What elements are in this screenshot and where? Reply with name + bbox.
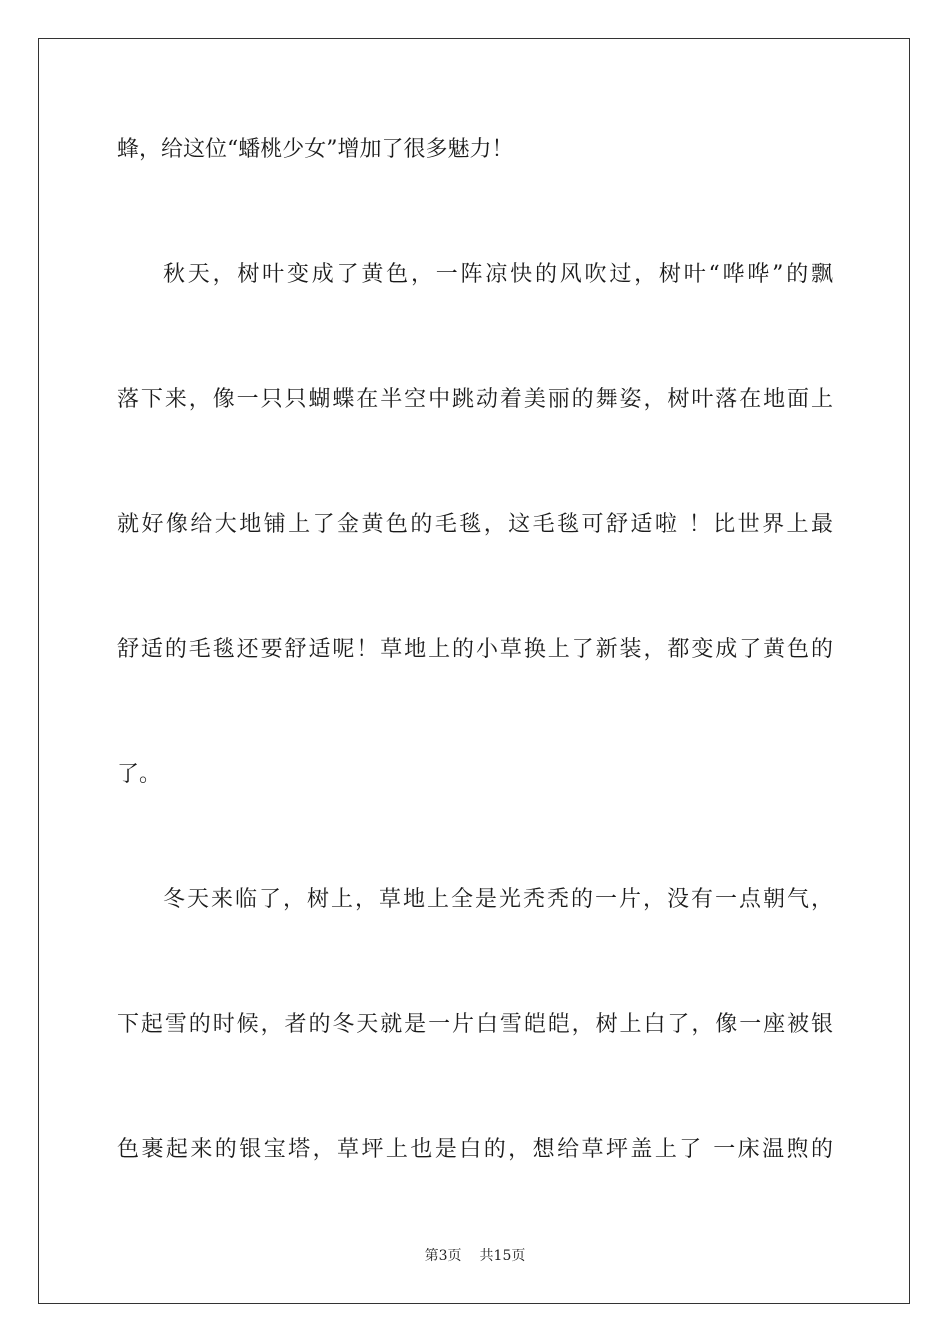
text-line: 就好像给大地铺上了金黄色的毛毯，这毛毯可舒适啦 ！比世界上最 [117, 512, 833, 537]
page-total: 共15页 [479, 1248, 526, 1264]
text-line: 舒适的毛毯还要舒适呢！草地上的小草换上了新装，都变成了黄色的 [117, 637, 833, 662]
page-number: 第3页 [424, 1248, 462, 1264]
text-line: 落下来，像一只只蝴蝶在半空中跳动着美丽的舞姿，树叶落在地面上 [117, 387, 833, 412]
text-line: 色裹起来的银宝塔，草坪上也是白的，想给草坪盖上了 一床温煦的 [117, 1137, 833, 1162]
text-line: 蜂，给这位“蟠桃少女”增加了很多魅力！ [117, 137, 514, 162]
text-line: 下起雪的时候，者的冬天就是一片白雪皑皑，树上白了，像一座被银 [117, 1012, 833, 1037]
paragraph-first-line: 秋天，树叶变成了黄色，一阵凉快的风吹过，树叶“哗哗”的飘 [163, 262, 833, 287]
text-line: 了。 [117, 762, 162, 787]
paragraph-first-line: 冬天来临了，树上，草地上全是光秃秃的一片，没有一点朝气， [163, 887, 833, 912]
page-footer [0, 1246, 950, 1266]
page-border [38, 38, 910, 1304]
